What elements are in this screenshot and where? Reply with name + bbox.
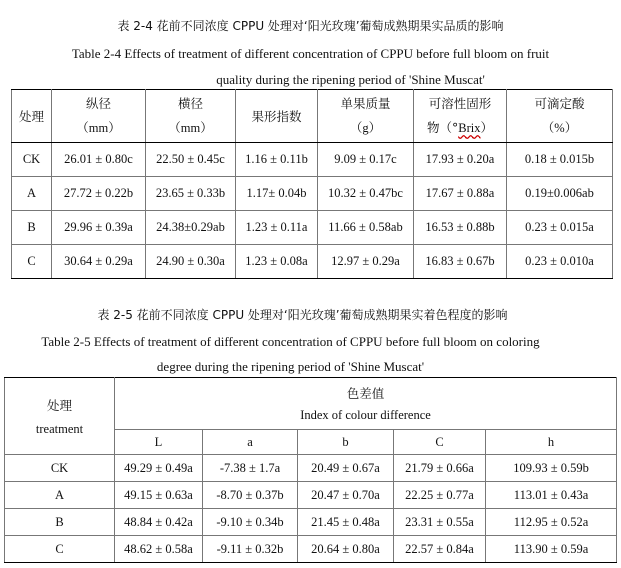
table2-cell-C: 21.79 ± 0.66a xyxy=(394,455,486,482)
table1-header-tss-unit-brix: Brix xyxy=(458,121,481,135)
table2-header-group-en: Index of colour difference xyxy=(300,408,431,422)
table1-cell-longitudinal: 30.64 ± 0.29a xyxy=(52,245,146,279)
table2-header-colour-difference xyxy=(115,378,617,430)
table1-header-longitudinal-unit: （mm） xyxy=(76,121,121,135)
table1-caption-en-line1: Table 2-4 Effects of treatment of different concentration of CPPU before full bloom on fruit xyxy=(71,46,550,61)
table1-header-treatment: 处理 xyxy=(12,90,52,143)
table2-cell-C: 22.25 ± 0.77a xyxy=(394,482,486,509)
table2-cell-h: 113.01 ± 0.43a xyxy=(486,482,617,509)
table1-cell-treatment: C xyxy=(12,245,52,279)
table2-header-treatment xyxy=(5,378,115,455)
table2-cell-C: 22.57 ± 0.84a xyxy=(394,536,486,563)
table2-cell-b: 20.64 ± 0.80a xyxy=(298,536,394,563)
table1-cell-longitudinal: 29.96 ± 0.39a xyxy=(52,211,146,245)
table2-cell-C: 23.31 ± 0.55a xyxy=(394,509,486,536)
table1-cell-acid: 0.23 ± 0.010a xyxy=(507,245,613,279)
table1-row xyxy=(12,211,613,245)
table1-header-tss xyxy=(414,90,507,143)
table1-cell-berry-weight: 9.09 ± 0.17c xyxy=(318,143,414,177)
table2-header-h: h xyxy=(486,430,617,455)
table1-header-longitudinal-name: 纵径 xyxy=(85,96,111,111)
table2-cell-treatment: CK xyxy=(5,455,115,482)
table1-header-acid-name: 可滴定酸 xyxy=(534,96,585,111)
table2-row xyxy=(5,482,617,509)
table1-caption-en-line2: quality during the ripening period of 'Shine Muscat' xyxy=(216,72,485,87)
table1-header-acid-unit: （%） xyxy=(541,121,578,135)
table2-cell-b: 21.45 ± 0.48a xyxy=(298,509,394,536)
table2-row xyxy=(5,509,617,536)
table1-cell-acid: 0.18 ± 0.015b xyxy=(507,143,613,177)
table1-cell-berry-weight: 12.97 ± 0.29a xyxy=(318,245,414,279)
table1-header-acid xyxy=(507,90,613,143)
table1-header-transverse-unit: （mm） xyxy=(168,121,213,135)
table1-header-row xyxy=(12,90,613,143)
table2-caption-cn: 表 2-5 花前不同浓度 CPPU 处理对‘阳光玫瑰’葡萄成熟期果实着色程度的影响 xyxy=(97,308,508,322)
table2-cell-h: 112.95 ± 0.52a xyxy=(486,509,617,536)
table2-cell-a: -7.38 ± 1.7a xyxy=(203,455,298,482)
table2-header-C: C xyxy=(394,430,486,455)
table1-cell-transverse: 22.50 ± 0.45c xyxy=(146,143,236,177)
table1-row xyxy=(12,245,613,279)
table2-header-treatment-cn: 处理 xyxy=(46,397,72,413)
table1-cell-berry-weight: 10.32 ± 0.47bc xyxy=(318,177,414,211)
table2-cell-treatment: C xyxy=(5,536,115,563)
table2-caption-en-line1: Table 2-5 Effects of treatment of different concentration of CPPU before full bloom on coloring xyxy=(41,334,540,349)
table1-header-longitudinal xyxy=(52,90,146,143)
table2-header-row-1 xyxy=(5,378,617,430)
table1-header-tss-unit-suffix: ） xyxy=(480,120,493,135)
table2-header-b: b xyxy=(298,430,394,455)
table2-cell-b: 20.49 ± 0.67a xyxy=(298,455,394,482)
table1-cell-transverse: 24.38±0.29ab xyxy=(146,211,236,245)
table1-row xyxy=(12,177,613,211)
table1-header-tss-name: 可溶性固形 xyxy=(428,96,492,111)
table1-cell-shape-index: 1.16 ± 0.11b xyxy=(236,143,318,177)
table2-header-treatment-en: treatment xyxy=(35,421,84,436)
table1-caption-cn: 表 2-4 花前不同浓度 CPPU 处理对‘阳光玫瑰’葡萄成熟期果实品质的影响 xyxy=(117,19,504,33)
table1-header-transverse-name: 横径 xyxy=(177,96,203,111)
table1-header-berry-weight xyxy=(318,90,414,143)
table2-cell-b: 20.47 ± 0.70a xyxy=(298,482,394,509)
table2-caption-en-line2: degree during the ripening period of 'Shine Muscat' xyxy=(156,359,425,374)
table1-header-shape-index: 果形指数 xyxy=(236,90,318,143)
table1-cell-tss: 16.83 ± 0.67b xyxy=(414,245,507,279)
table2-row xyxy=(5,536,617,563)
table1-cell-transverse: 23.65 ± 0.33b xyxy=(146,177,236,211)
table1-cell-tss: 17.67 ± 0.88a xyxy=(414,177,507,211)
table2-cell-h: 109.93 ± 0.59b xyxy=(486,455,617,482)
fruit-quality-table xyxy=(11,89,613,279)
table2-header-a: a xyxy=(203,430,298,455)
table1-cell-longitudinal: 27.72 ± 0.22b xyxy=(52,177,146,211)
table2-header-group-cn: 色差值 xyxy=(346,386,385,401)
table1-cell-acid: 0.19±0.006ab xyxy=(507,177,613,211)
table1-cell-berry-weight: 11.66 ± 0.58ab xyxy=(318,211,414,245)
table2-cell-h: 113.90 ± 0.59a xyxy=(486,536,617,563)
table1-cell-shape-index: 1.23 ± 0.11a xyxy=(236,211,318,245)
table2-row xyxy=(5,455,617,482)
table1-cell-treatment: A xyxy=(12,177,52,211)
table2-cell-L: 49.15 ± 0.63a xyxy=(115,482,203,509)
table2-cell-L: 48.62 ± 0.58a xyxy=(115,536,203,563)
table1-cell-tss: 16.53 ± 0.88b xyxy=(414,211,507,245)
table1-header-tss-unit-prefix: 物（° xyxy=(426,120,459,135)
table1-cell-transverse: 24.90 ± 0.30a xyxy=(146,245,236,279)
table2-cell-treatment: A xyxy=(5,482,115,509)
table1-header-berry-weight-unit: （g） xyxy=(349,121,382,135)
table1-cell-acid: 0.23 ± 0.015a xyxy=(507,211,613,245)
table2-cell-a: -9.11 ± 0.32b xyxy=(203,536,298,563)
table1-cell-tss: 17.93 ± 0.20a xyxy=(414,143,507,177)
table2-header-L: L xyxy=(115,430,203,455)
table1-cell-longitudinal: 26.01 ± 0.80c xyxy=(52,143,146,177)
coloring-degree-table xyxy=(4,377,617,563)
table2-cell-L: 49.29 ± 0.49a xyxy=(115,455,203,482)
table2-cell-treatment: B xyxy=(5,509,115,536)
table1-row xyxy=(12,143,613,177)
table1-cell-treatment: CK xyxy=(12,143,52,177)
table1-cell-treatment: B xyxy=(12,211,52,245)
table2-cell-a: -8.70 ± 0.37b xyxy=(203,482,298,509)
table1-header-transverse xyxy=(146,90,236,143)
table1-cell-shape-index: 1.17± 0.04b xyxy=(236,177,318,211)
table1-header-berry-weight-name: 单果质量 xyxy=(340,96,391,111)
table2-cell-L: 48.84 ± 0.42a xyxy=(115,509,203,536)
table2-cell-a: -9.10 ± 0.34b xyxy=(203,509,298,536)
table1-cell-shape-index: 1.23 ± 0.08a xyxy=(236,245,318,279)
